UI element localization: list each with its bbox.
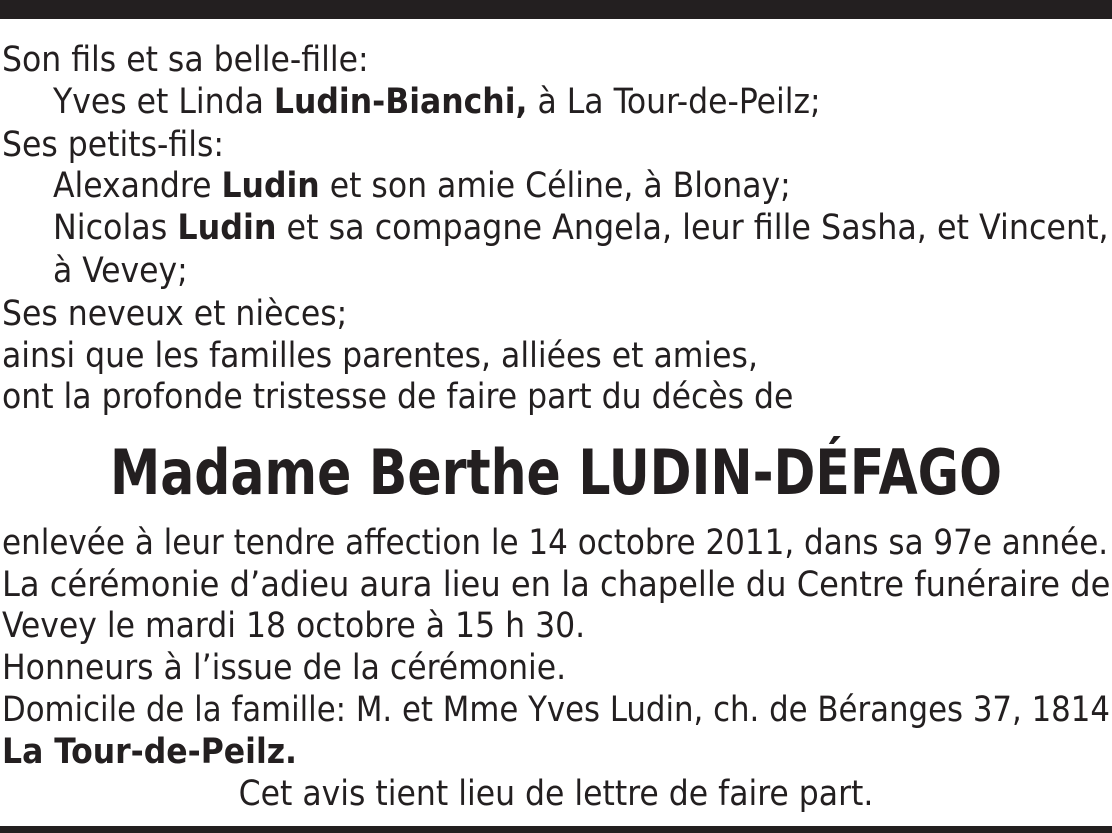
grandson2-cont: à Vevey; <box>53 251 188 291</box>
grandson2-line <box>53 209 1109 247</box>
son-header: Son fils et sa belle-fille: <box>2 40 369 80</box>
grandson2-surname: Ludin <box>177 208 277 248</box>
bottom-rule <box>0 826 1112 833</box>
ceremony-line-1: La cérémonie d’adieu aura lieu en la chapelle du Centre funéraire de <box>2 565 1111 605</box>
grandson1-line <box>53 167 791 205</box>
closing-line: Cet avis tient lieu de lettre de faire part. <box>238 774 874 814</box>
grandson2-pre: Nicolas <box>53 208 178 248</box>
deceased-name: Madame Berthe LUDIN-DÉFAGO <box>110 436 1003 509</box>
son-line <box>53 83 821 121</box>
top-rule <box>0 0 1112 19</box>
grandsons-header: Ses petits-fils: <box>2 125 224 165</box>
grandson1-pre: Alexandre <box>53 166 222 206</box>
grandson1-post: et son amie Céline, à Blonay; <box>319 166 791 206</box>
ceremony-line-2: Vevey le mardi 18 octobre à 15 h 30. <box>2 606 586 646</box>
honours-line: Honneurs à l’issue de la cérémonie. <box>2 648 567 688</box>
taken-line: enlevée à leur tendre affection le 14 octobre 2011, dans sa 97e année. <box>2 523 1109 563</box>
domicile-city: La Tour-de-Peilz. <box>2 732 298 772</box>
domicile-line: Domicile de la famille: M. et Mme Yves Ludin, ch. de Béranges 37, 1814 <box>2 690 1110 730</box>
son-post: à La Tour-de-Peilz; <box>527 82 821 122</box>
grandson1-surname: Ludin <box>221 166 320 206</box>
nephews-line: Ses neveux et nièces; <box>2 294 348 334</box>
son-surname: Ludin-Bianchi, <box>273 82 528 122</box>
grandson2-post: et sa compagne Angela, leur fille Sasha, et Vincent, <box>276 208 1109 248</box>
son-pre: Yves et Linda <box>53 82 274 122</box>
families-line: ainsi que les familles parentes, alliées et amies, <box>2 336 758 376</box>
announce-line: ont la profonde tristesse de faire part du décès de <box>2 377 794 417</box>
